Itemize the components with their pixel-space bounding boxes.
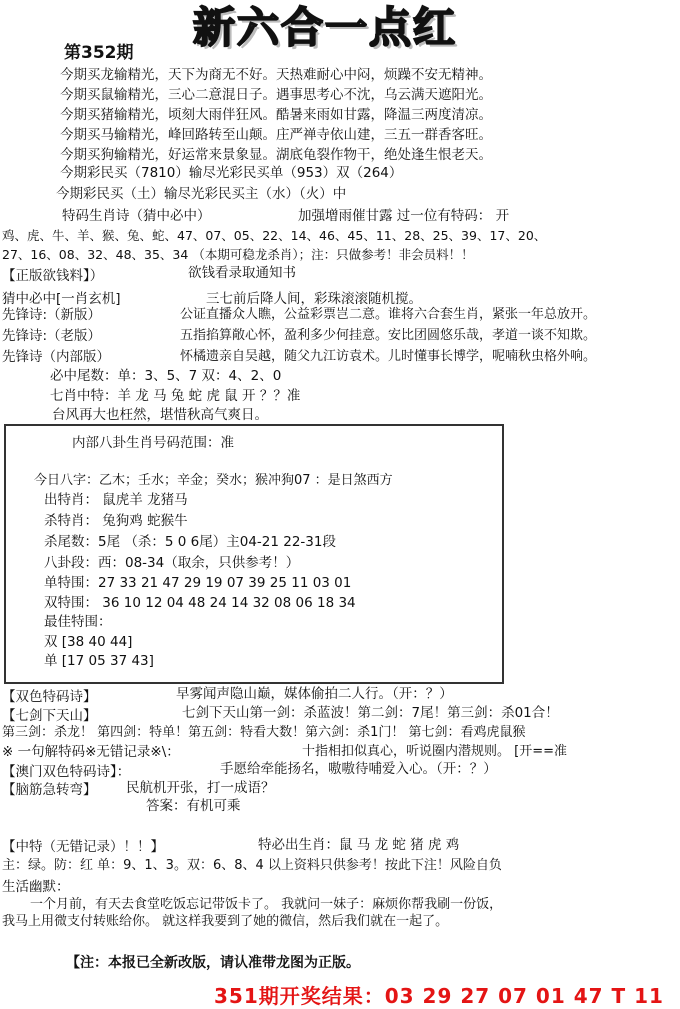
dan-line: 单特围：27 33 21 47 29 19 07 39 25 11 03 01: [44, 575, 352, 591]
edition-note: 【注：本报已全新改版，请认准带龙图为正版。: [66, 955, 360, 971]
zt-label: 【中特（无错记录）！！】: [2, 839, 164, 855]
zt-text: 特必出生肖：鼠 马 龙 蛇 猪 虎 鸡: [258, 837, 460, 853]
xf-old-label: 先锋诗:（老版）: [2, 328, 102, 344]
zhu-line: 主：绿。防：红 单：9、1、3。双：6、8、4 以上资料只供参考！按此下注！风险自负: [2, 858, 502, 873]
numbers-line-1: 鸡、虎、牛、羊、猴、兔、蛇、47、07、05、22、14、46、45、11、28、25、39、17、20、: [2, 228, 547, 243]
ss-label: 【双色特码诗】: [2, 689, 97, 705]
xf-inner-text: 怀橘遗亲自吴越，随父九江访袁术。儿时懂事长博学，呢喃秋虫格外响。: [180, 349, 597, 364]
buy-line-2: 今期彩民买（土）输尽光彩民买主（水）（火）中: [56, 186, 347, 202]
qj-line-2: 第三剑：杀龙！ 第四剑：特单！第五剑：特看大数！第六剑：杀1门！ 第七剑：看鸡虎鼠猴: [2, 725, 526, 740]
am-text: 手愿给牵能扬名，嗷嗷待哺爱入心。（开：？）: [220, 761, 497, 777]
shuang-line: 双特围： 36 10 12 04 48 24 14 32 08 06 18 34: [44, 595, 356, 611]
issue-number: 第352期: [64, 43, 134, 63]
buy-line-1: 今期彩民买（7810）输尽光彩民买单（953）双（264）: [60, 165, 403, 181]
tm-label: 特码生肖诗（猜中必中）: [62, 208, 211, 224]
typhoon-line: 台风再大也枉然，堪惜秋高气爽日。: [52, 407, 268, 423]
bagua-line: 八卦段：西：08-34（取余，只供参考！）: [44, 555, 300, 571]
nj-question: 民航机开张，打一成语？: [126, 780, 275, 796]
box-title: 内部八卦生肖号码范围：准: [72, 435, 234, 451]
poem-line: 今期买鼠输精光，三心二意混日子。遇事思考心不沈，乌云满天遮阳光。: [60, 87, 492, 103]
xf-old-text: 五指掐算敞心怀，盈利多少何挂意。安比团圆悠乐哉，孝道一谈不知欺。: [180, 328, 597, 343]
yj-label: ※ 一句解特码※无错记录※\：: [2, 744, 180, 760]
humor-label: 生活幽默：: [2, 879, 70, 895]
best-shuang: 双 [38 40 44]: [44, 634, 133, 650]
tm-right: 加强增雨催甘露 过一位有特码： 开: [298, 208, 510, 224]
tail-numbers: 必中尾数：单：3、5、7 双：4、2、0: [50, 368, 282, 384]
nj-label: 【脑筋急转弯】: [2, 782, 97, 798]
humor-line-1: 一个月前，有天去食堂吃饭忘记带饭卡了。 我就问一妹子：麻烦你帮我刷一份饭，: [30, 897, 503, 912]
poem-line: 今期买龙输精光，天下为商无不好。天热难耐心中闷，烦躁不安无精神。: [60, 67, 492, 83]
shawei-line: 杀尾数：5尾 （杀：5 0 6尾）主04-21 22-31段: [44, 534, 336, 550]
best-dan: 单 [17 05 37 43]: [44, 653, 154, 669]
last-draw-result: 351期开奖结果：03 29 27 07 01 47 T 11: [214, 984, 664, 1008]
xf-new-text: 公证直播众人瞧，公益彩票岂二意。谁将六合套生肖，紧张一年总放开。: [180, 307, 597, 322]
xf-new-label: 先锋诗:（新版）: [2, 307, 102, 323]
poem-line: 今期买马输精光，峰回路转至山颠。庄严禅寺依山建，三五一群香客旺。: [60, 127, 492, 143]
ss-text: 早雾闻声隐山巅，媒体偷拍二人行。（开：？）: [176, 686, 453, 702]
bazi-line: 今日八字：乙木；壬水；辛金；癸水；猴冲狗07 ：是日煞西方: [34, 473, 393, 488]
page-title: 新六合一点红: [193, 3, 458, 52]
xf-inner-label: 先锋诗（内部版）: [2, 349, 110, 365]
zb-label: 【正版欲钱料】）: [2, 268, 104, 284]
sha-line: 杀特肖： 兔狗鸡 蛇猴牛: [44, 513, 188, 529]
cz-text: 三七前后降人间，彩珠滚滚随机搅。: [206, 291, 422, 307]
nj-answer: 答案：有机可乘: [146, 798, 241, 814]
qj-label: 【七剑下天山】: [2, 708, 97, 724]
numbers-line-2: 27、16、08、32、48、35、34 （本期可稳龙杀肖）；注：只做参考！非会员料！！: [2, 247, 474, 262]
am-label: 【澳门双色特码诗】：: [2, 764, 131, 780]
yj-text: 十指相扣似真心，听说圈内潜规则。 [开==准: [302, 744, 567, 759]
humor-line-2: 我马上用微支付转账给你。 就这样我要到了她的微信，然后我们就在一起了。: [2, 914, 449, 929]
cz-label: 猜中必中[一肖玄机]: [2, 291, 121, 307]
zb-text: 欲钱看录取通知书: [188, 265, 296, 281]
qj-text: 七剑下天山第一剑：杀蓝波！第二剑：7尾！第三剑：杀01合！: [182, 705, 559, 721]
poem-line: 今期买狗输精光，好运常来景象显。湖底龟裂作物干，绝处逢生恨老天。: [60, 147, 492, 163]
chu-line: 出特肖： 鼠虎羊 龙猪马: [44, 492, 188, 508]
poem-line: 今期买猪输精光，顷刻大雨伴狂风。酷暑来雨如甘露，降温三两度清凉。: [60, 107, 492, 123]
seven-zodiac: 七肖中特：羊 龙 马 兔 蛇 虎 鼠 开 ？？准: [50, 388, 301, 404]
best-label: 最佳特围：: [44, 614, 112, 630]
